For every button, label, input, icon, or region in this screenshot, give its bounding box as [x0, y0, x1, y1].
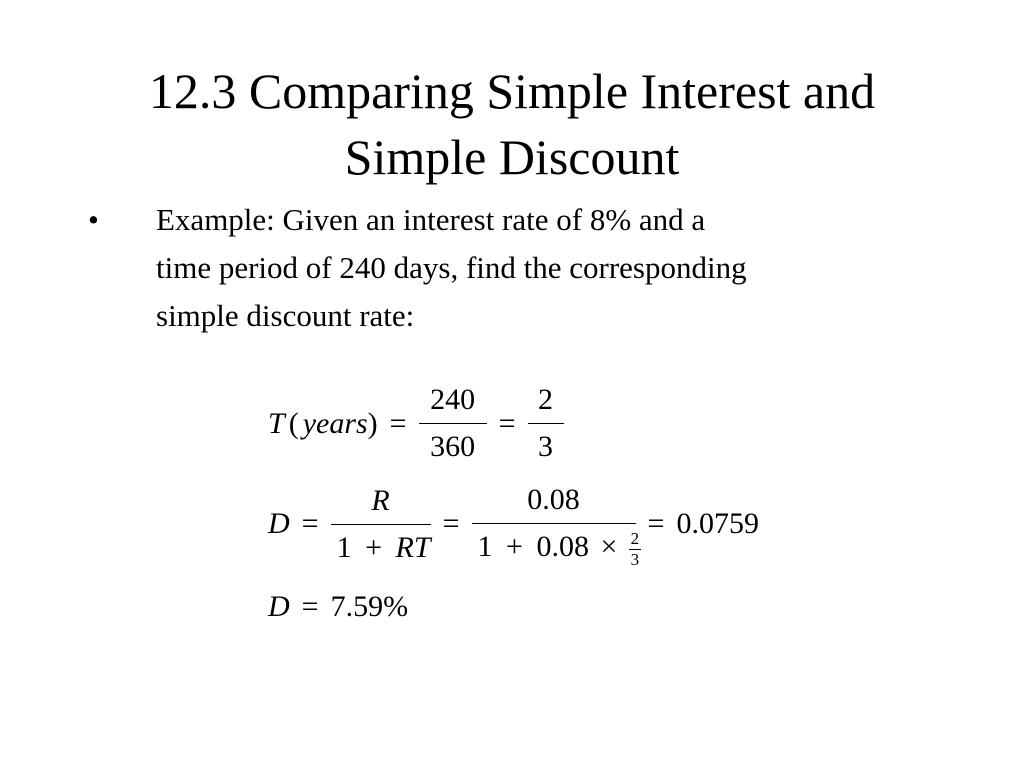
equation-discount-rate: [268, 480, 759, 569]
fraction-bar: [472, 523, 636, 524]
variable-d: D: [268, 507, 290, 541]
fraction-numerator: 0.08: [527, 483, 580, 516]
equals-sign: =: [389, 406, 407, 440]
small-fraction-2-3: [629, 530, 641, 569]
fraction-numeric: [472, 480, 640, 569]
den-one: 1: [477, 530, 493, 563]
title-line-2: Simple Discount: [344, 129, 680, 185]
fraction-r-over-1-plus-rt: [331, 481, 431, 568]
den-rate: 0.08: [536, 530, 589, 563]
fraction-numerator: R: [371, 483, 390, 517]
fraction-bar: [331, 524, 431, 525]
result-percent: 7.59%: [330, 590, 409, 623]
bullet-marker: •: [88, 202, 99, 237]
slide-title: [0, 58, 1024, 190]
bullet-line-2: time period of 240 days, find the corresponding: [156, 250, 747, 285]
fraction-numerator: 240: [430, 383, 476, 416]
times-sign: ×: [600, 530, 618, 563]
equals-sign: =: [498, 406, 516, 440]
title-line-1: 12.3 Comparing Simple Interest and: [148, 63, 876, 119]
bullet-text: [156, 196, 936, 340]
result-value: 0.0759: [676, 507, 759, 541]
bullet-line-1: Example: Given an interest rate of 8% and a: [156, 202, 706, 237]
small-denominator: 3: [630, 549, 640, 569]
plus-sign: +: [365, 530, 383, 564]
variable-d: D: [268, 590, 290, 623]
equals-sign: =: [647, 507, 665, 541]
bullet-line-3: simple discount rate:: [156, 298, 415, 333]
equals-sign: =: [442, 507, 460, 541]
fraction-numerator: 2: [538, 383, 554, 416]
small-numerator: 2: [630, 528, 640, 548]
paren-close: ): [367, 406, 378, 440]
equals-sign: =: [301, 590, 319, 623]
fraction-2-3: [528, 380, 564, 467]
equation-time-years: [268, 380, 564, 467]
fraction-denominator: [472, 527, 640, 569]
plus-sign: +: [506, 530, 523, 563]
fraction-denominator: 3: [538, 430, 554, 463]
fraction-denominator: 360: [430, 430, 476, 463]
variable-t: T: [268, 406, 285, 440]
word-years: years: [302, 406, 368, 440]
fraction-240-360: [419, 380, 487, 467]
paren-open: (: [288, 406, 299, 440]
den-one: 1: [336, 530, 352, 564]
fraction-bar: [419, 423, 487, 424]
equation-final-result: [268, 590, 408, 624]
den-rt: RT: [395, 530, 431, 564]
fraction-bar: [528, 423, 564, 424]
equals-sign: =: [301, 507, 319, 541]
fraction-denominator: [331, 528, 431, 568]
